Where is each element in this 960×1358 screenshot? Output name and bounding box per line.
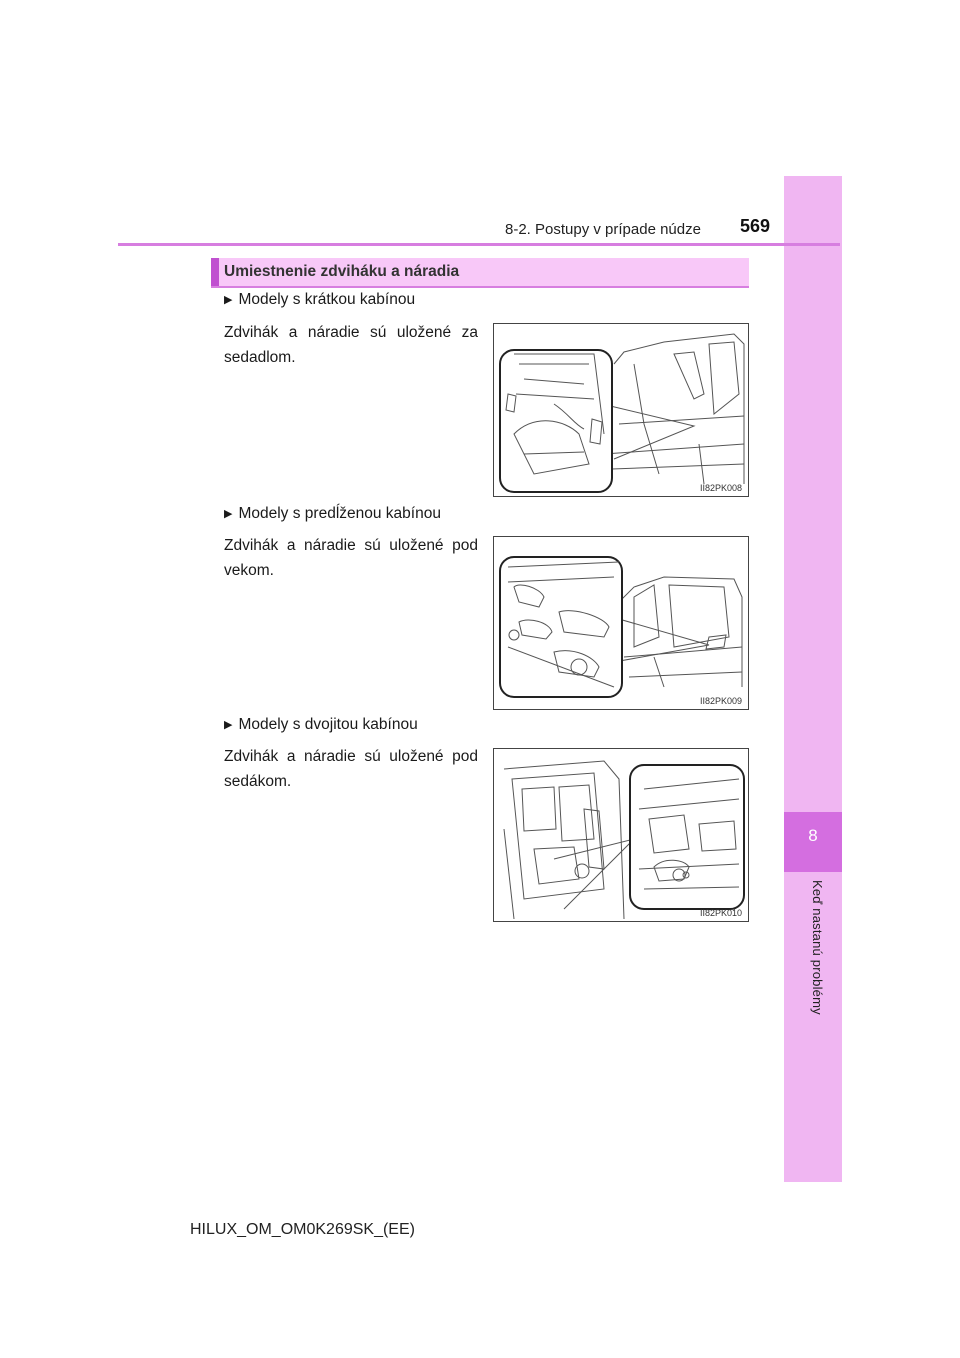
item-bullet: [224, 291, 415, 309]
section-bar-accent: [211, 258, 219, 286]
double-cab-illustration: [494, 749, 750, 923]
item-description: Zdvihák a náradie sú uložené pod vekom.: [224, 537, 478, 579]
figure-code: II82PK008: [699, 483, 742, 493]
header-divider: [118, 243, 840, 246]
page-number: 569: [740, 216, 771, 236]
figure-code: II82PK010: [699, 908, 742, 918]
triangle-bullet-icon: ▶: [224, 294, 233, 306]
chapter-number: 8: [808, 826, 818, 845]
extended-cab-illustration: [494, 537, 750, 711]
footer-doc-id: HILUX_OM_OM0K269SK_(EE): [190, 1221, 415, 1238]
chapter-title: Keď nastanú problémy: [810, 880, 825, 1015]
triangle-bullet-icon: ▶: [224, 508, 233, 520]
figure-short-cab: [493, 323, 749, 497]
figure-extended-cab: [493, 536, 749, 710]
item-bullet-label: Modely s dvojitou kabínou: [238, 716, 418, 733]
header-section-title: 8-2. Postupy v prípade núdze: [505, 221, 701, 238]
item-description: Zdvihák a náradie sú uložené pod sedákom.: [224, 748, 478, 790]
section-title: Umiestnenie zdviháku a náradia: [224, 263, 460, 280]
triangle-bullet-icon: ▶: [224, 719, 233, 731]
figure-double-cab: [493, 748, 749, 922]
item-bullet: [224, 716, 418, 734]
short-cab-illustration: [494, 324, 750, 498]
item-bullet-label: Modely s predĺženou kabínou: [238, 505, 441, 522]
item-bullet-label: Modely s krátkou kabínou: [238, 291, 416, 308]
figure-code: II82PK009: [699, 696, 742, 706]
item-description: Zdvihák a náradie sú uložené za sedadlom.: [224, 324, 478, 366]
item-bullet: [224, 505, 441, 523]
